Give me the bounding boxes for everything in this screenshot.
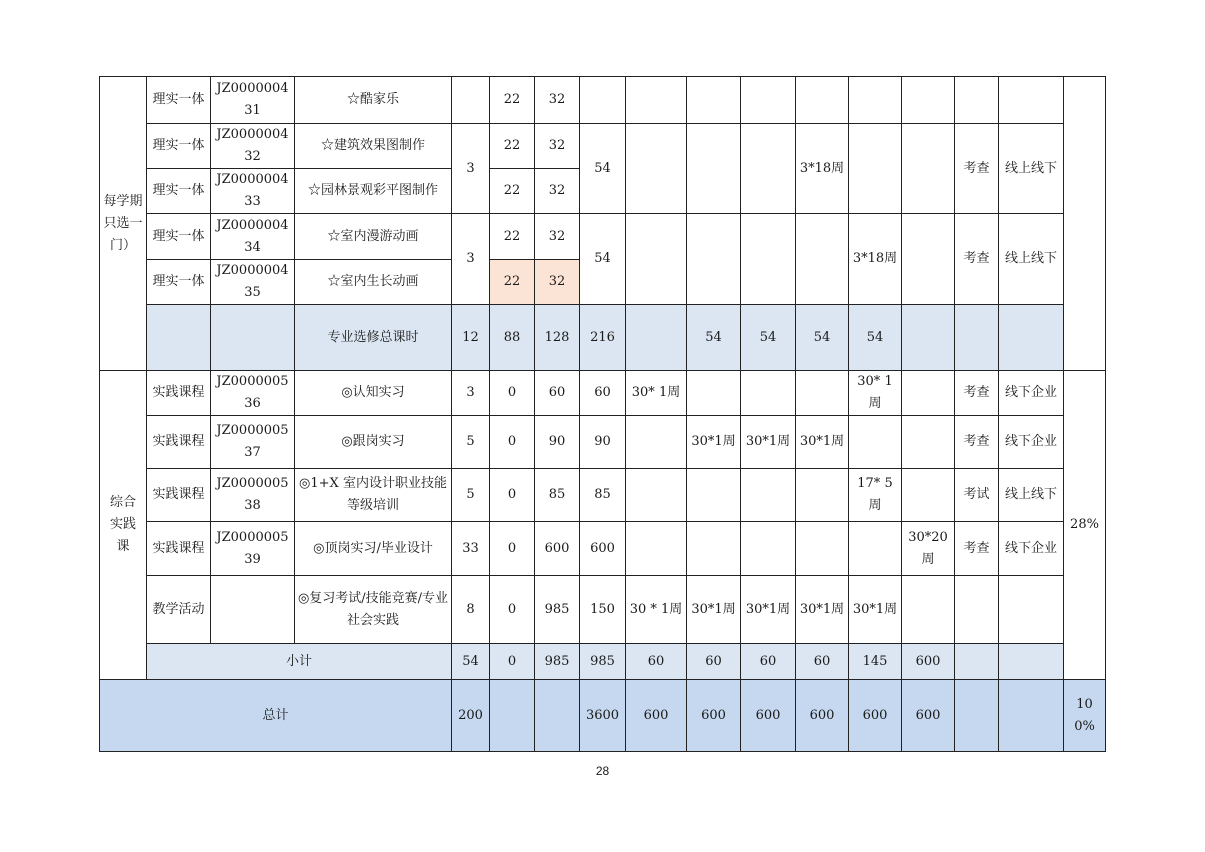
practice-hours: 85 [535, 469, 580, 522]
semester-6 [902, 416, 955, 469]
theory-hours-highlight: 22 [490, 260, 535, 305]
semester-1 [626, 416, 687, 469]
practice-hours: 32 [535, 214, 580, 260]
semester-2: 30*1周 [687, 416, 741, 469]
subtotal-row [100, 644, 1106, 680]
theory-hours: 0 [490, 416, 535, 469]
course-code: JZ000000435 [211, 260, 295, 305]
teaching-mode: 线下企业 [999, 522, 1064, 576]
assessment: 考查 [955, 416, 999, 469]
subtotal-s4: 60 [796, 644, 849, 680]
practice-hours: 32 [535, 77, 580, 124]
summary-s5: 54 [849, 305, 902, 371]
course-type: 理实一体 [147, 214, 211, 260]
percent-cell [1064, 77, 1106, 371]
summary-row [100, 305, 1106, 371]
theory-hours: 22 [490, 169, 535, 214]
course-name: ☆建筑效果图制作 [295, 124, 452, 169]
practice-percent: 28% [1064, 371, 1106, 680]
subtotal-s1: 60 [626, 644, 687, 680]
assessment [955, 576, 999, 644]
theory-hours: 0 [490, 522, 535, 576]
course-type: 教学活动 [147, 576, 211, 644]
practice-hours-highlight: 32 [535, 260, 580, 305]
total-hours: 600 [580, 522, 626, 576]
grand-total-hours: 3600 [580, 680, 626, 752]
summary-credit: 12 [452, 305, 490, 371]
credit [452, 77, 490, 124]
semester-3: 30*1周 [741, 416, 796, 469]
course-code: JZ000000432 [211, 124, 295, 169]
subtotal-s3: 60 [741, 644, 796, 680]
practice-hours: 985 [535, 576, 580, 644]
table-row [100, 469, 1106, 522]
semester-2 [687, 522, 741, 576]
table-row [100, 214, 1106, 260]
course-name: ☆室内生长动画 [295, 260, 452, 305]
total-hours: 60 [580, 371, 626, 416]
assessment: 考查 [955, 522, 999, 576]
course-code: JZ000000539 [211, 522, 295, 576]
subtotal-s6: 600 [902, 644, 955, 680]
course-type: 实践课程 [147, 416, 211, 469]
semester-1 [626, 522, 687, 576]
semester-4 [796, 371, 849, 416]
teaching-mode: 线上线下 [999, 214, 1064, 305]
practice-hours: 600 [535, 522, 580, 576]
assessment: 考查 [955, 124, 999, 214]
credit: 33 [452, 522, 490, 576]
course-type: 理实一体 [147, 169, 211, 214]
theory-hours: 22 [490, 214, 535, 260]
summary-practice: 128 [535, 305, 580, 371]
semester-3 [741, 469, 796, 522]
credit: 8 [452, 576, 490, 644]
credit: 3 [452, 371, 490, 416]
semester-2 [687, 469, 741, 522]
course-type: 实践课程 [147, 469, 211, 522]
subtotal-total: 985 [580, 644, 626, 680]
grand-total-percent: 100% [1064, 680, 1106, 752]
grand-total-s6: 600 [902, 680, 955, 752]
practice-hours: 32 [535, 169, 580, 214]
semester-5: 30*1周 [849, 576, 902, 644]
total-hours: 90 [580, 416, 626, 469]
table-row [100, 416, 1106, 469]
course-type: 实践课程 [147, 371, 211, 416]
table-row [100, 522, 1106, 576]
subtotal-s5: 145 [849, 644, 902, 680]
teaching-mode: 线上线下 [999, 124, 1064, 214]
semester-1 [626, 469, 687, 522]
course-name: ◎认知实习 [295, 371, 452, 416]
theory-hours: 0 [490, 371, 535, 416]
table-row [100, 77, 1106, 124]
semester-6 [902, 576, 955, 644]
course-type: 理实一体 [147, 77, 211, 124]
teaching-mode: 线上线下 [999, 469, 1064, 522]
course-type: 实践课程 [147, 522, 211, 576]
practice-hours: 60 [535, 371, 580, 416]
total-hours: 54 [580, 214, 626, 305]
semester-6 [902, 469, 955, 522]
summary-s3: 54 [741, 305, 796, 371]
semester-3 [741, 522, 796, 576]
theory-hours: 22 [490, 77, 535, 124]
semester-6: 30*20周 [902, 522, 955, 576]
total-hours: 150 [580, 576, 626, 644]
semester-1: 30* 1周 [626, 371, 687, 416]
semester-5: 3*18周 [849, 214, 902, 305]
course-code: JZ000000434 [211, 214, 295, 260]
teaching-mode [999, 576, 1064, 644]
course-plan-table [99, 76, 1106, 752]
semester-5 [849, 416, 902, 469]
grand-total-s4: 600 [796, 680, 849, 752]
assessment: 考试 [955, 469, 999, 522]
course-name: ☆室内漫游动画 [295, 214, 452, 260]
semester-5: 30* 1周 [849, 371, 902, 416]
semester-5 [849, 522, 902, 576]
grand-total-credit: 200 [452, 680, 490, 752]
theory-hours: 0 [490, 469, 535, 522]
course-code: JZ000000537 [211, 416, 295, 469]
subtotal-theory: 0 [490, 644, 535, 680]
semester-6 [902, 371, 955, 416]
course-code: JZ000000431 [211, 77, 295, 124]
theory-hours: 0 [490, 576, 535, 644]
total-hours: 54 [580, 124, 626, 214]
summary-s4: 54 [796, 305, 849, 371]
category-practice: 综合实践课 [100, 371, 147, 680]
total-hours: 85 [580, 469, 626, 522]
grand-total-s3: 600 [741, 680, 796, 752]
course-code [211, 576, 295, 644]
course-name: ◎跟岗实习 [295, 416, 452, 469]
table-row [100, 124, 1106, 169]
grand-total-row [100, 680, 1106, 752]
assessment: 考查 [955, 214, 999, 305]
subtotal-label: 小计 [147, 644, 452, 680]
summary-total: 216 [580, 305, 626, 371]
summary-s2: 54 [687, 305, 741, 371]
course-name: ◎顶岗实习/毕业设计 [295, 522, 452, 576]
course-name: ☆园林景观彩平图制作 [295, 169, 452, 214]
theory-hours: 22 [490, 124, 535, 169]
course-type: 理实一体 [147, 124, 211, 169]
table-row [100, 576, 1106, 644]
course-code: JZ000000536 [211, 371, 295, 416]
semester-4: 3*18周 [796, 124, 849, 214]
practice-hours: 90 [535, 416, 580, 469]
credit: 5 [452, 469, 490, 522]
semester-4: 30*1周 [796, 576, 849, 644]
semester-3: 30*1周 [741, 576, 796, 644]
course-type: 理实一体 [147, 260, 211, 305]
course-name: ◎1+X 室内设计职业技能等级培训 [295, 469, 452, 522]
semester-4: 30*1周 [796, 416, 849, 469]
summary-theory: 88 [490, 305, 535, 371]
teaching-mode: 线下企业 [999, 371, 1064, 416]
course-name: ◎复习考试/技能竞赛/专业社会实践 [295, 576, 452, 644]
table-row [100, 371, 1106, 416]
subtotal-s2: 60 [687, 644, 741, 680]
credit: 3 [452, 124, 490, 214]
page-number: 28 [595, 764, 610, 778]
course-code: JZ000000538 [211, 469, 295, 522]
grand-total-s5: 600 [849, 680, 902, 752]
credit: 5 [452, 416, 490, 469]
grand-total-s1: 600 [626, 680, 687, 752]
summary-label: 专业选修总课时 [295, 305, 452, 371]
semester-2: 30*1周 [687, 576, 741, 644]
assessment: 考查 [955, 371, 999, 416]
subtotal-credit: 54 [452, 644, 490, 680]
teaching-mode: 线下企业 [999, 416, 1064, 469]
semester-5: 17* 5周 [849, 469, 902, 522]
course-code: JZ000000433 [211, 169, 295, 214]
course-name: ☆酷家乐 [295, 77, 452, 124]
credit: 3 [452, 214, 490, 305]
category-elective: 每学期只选一门） [100, 77, 147, 371]
practice-hours: 32 [535, 124, 580, 169]
semester-4 [796, 522, 849, 576]
grand-total-label: 总计 [100, 680, 452, 752]
semester-3 [741, 371, 796, 416]
semester-4 [796, 469, 849, 522]
semester-1: 30 * 1周 [626, 576, 687, 644]
grand-total-s2: 600 [687, 680, 741, 752]
subtotal-practice: 985 [535, 644, 580, 680]
semester-2 [687, 371, 741, 416]
